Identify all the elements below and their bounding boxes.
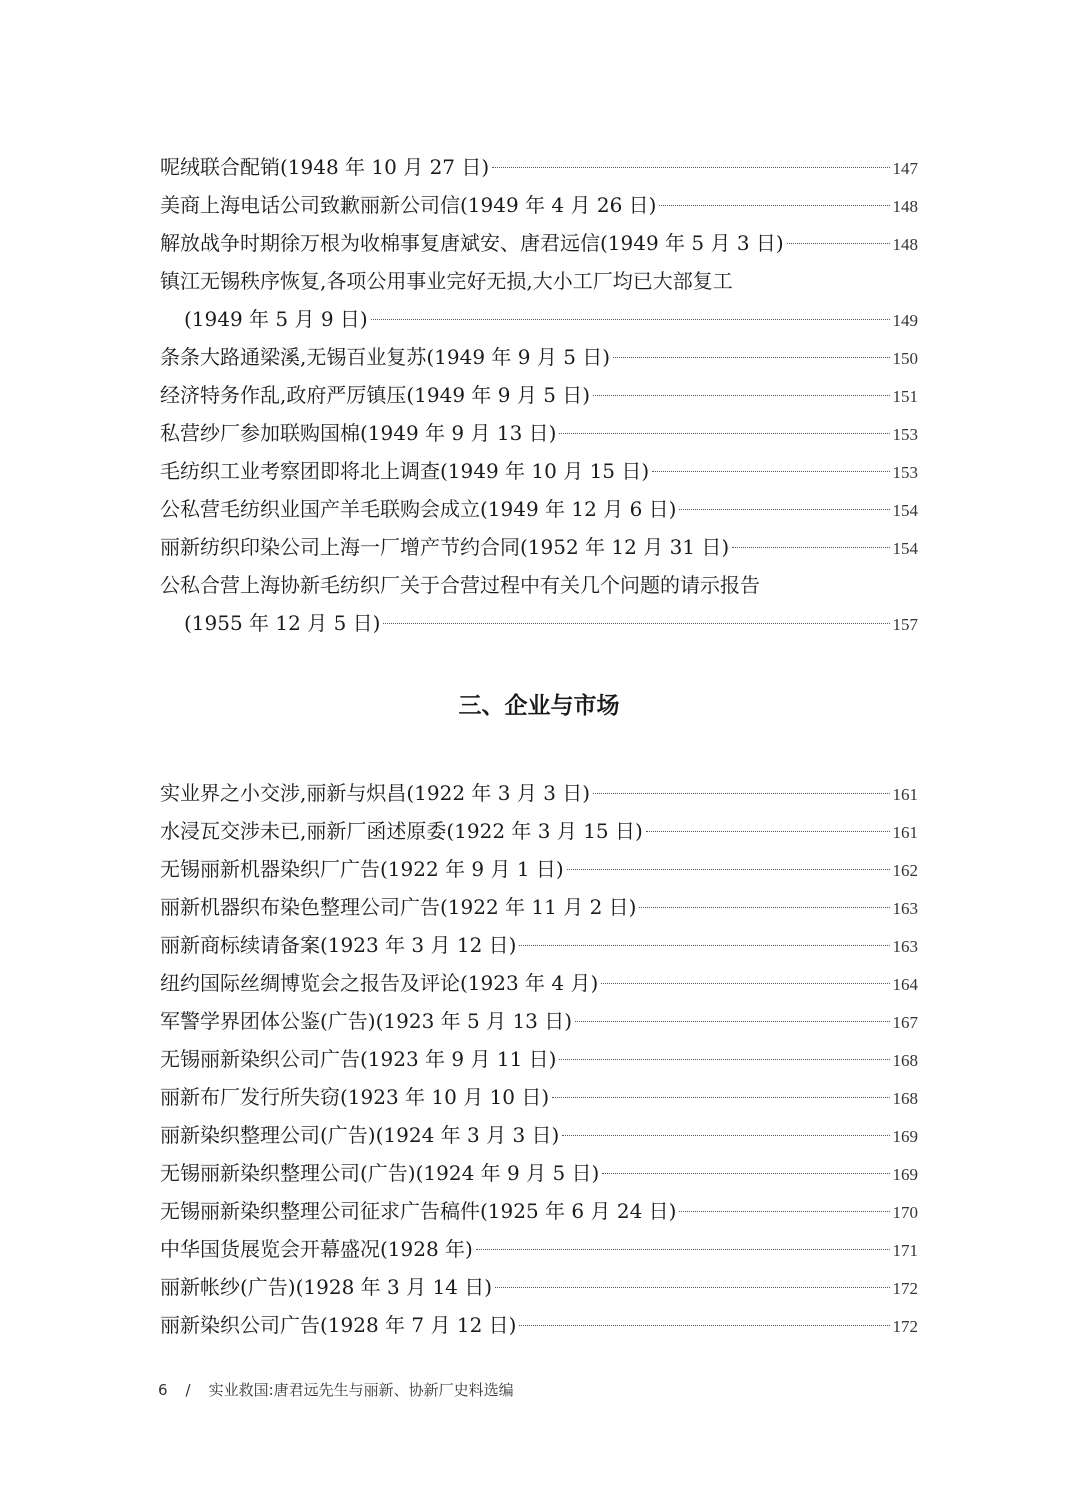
toc-entry-title: 军警学界团体公鉴(广告)(1923 年 5 月 13 日): [160, 1009, 573, 1033]
dot-leader: [593, 395, 889, 396]
toc-entry-title: 公私营毛纺织业国产羊毛联购会成立(1949 年 12 月 6 日): [160, 497, 677, 521]
toc-entry[interactable]: [160, 452, 918, 490]
toc-page-number: 171: [892, 1241, 918, 1260]
dot-leader: [593, 793, 889, 794]
dot-leader: [552, 1097, 889, 1098]
toc-entry-title: 丽新纺织印染公司上海一厂增产节约合同(1952 年 12 月 31 日): [160, 535, 730, 559]
toc-entry[interactable]: [160, 1116, 918, 1154]
dot-leader: [495, 1287, 889, 1288]
toc-entry-title: 实业界之小交涉,丽新与炽昌(1922 年 3 月 3 日): [160, 781, 591, 805]
toc-entry[interactable]: [160, 1306, 918, 1344]
toc-entry-title: 美商上海电话公司致歉丽新公司信(1949 年 4 月 26 日): [160, 193, 657, 217]
dot-leader: [732, 547, 889, 548]
toc-group-1: [160, 148, 918, 642]
toc-page-number: 148: [892, 197, 918, 216]
toc-page-number: 161: [892, 785, 918, 804]
toc-entry[interactable]: [160, 812, 918, 850]
toc-entry[interactable]: [160, 376, 918, 414]
toc-page-number: 163: [892, 899, 918, 918]
toc-entry-title: 私营纱厂参加联购国棉(1949 年 9 月 13 日): [160, 421, 557, 445]
dot-leader: [371, 319, 890, 320]
toc-page-number: 157: [892, 615, 918, 634]
toc-entry[interactable]: [160, 186, 918, 224]
dot-leader: [567, 869, 890, 870]
toc-entry[interactable]: [160, 964, 918, 1002]
dot-leader: [519, 1325, 889, 1326]
toc-page-number: 172: [892, 1279, 918, 1298]
toc-entry[interactable]: [160, 414, 918, 452]
toc-page-number: 150: [892, 349, 918, 368]
toc-entry-title: 丽新布厂发行所失窃(1923 年 10 月 10 日): [160, 1085, 550, 1109]
toc-entry-title: 纽约国际丝绸博览会之报告及评论(1923 年 4 月): [160, 971, 599, 995]
toc-entry[interactable]: [160, 300, 918, 338]
dot-leader: [679, 509, 889, 510]
toc-page-number: 151: [892, 387, 918, 406]
toc-entry[interactable]: [160, 1268, 918, 1306]
toc-entry[interactable]: [160, 888, 918, 926]
dot-leader: [519, 945, 889, 946]
toc-entry-title: 毛纺织工业考察团即将北上调查(1949 年 10 月 15 日): [160, 459, 650, 483]
section-title: 三、企业与市场: [458, 693, 620, 719]
toc-entry-title: 丽新商标续请备案(1923 年 3 月 12 日): [160, 933, 517, 957]
toc-entry[interactable]: [160, 850, 918, 888]
toc-entry-title: 无锡丽新染织整理公司(广告)(1924 年 9 月 5 日): [160, 1161, 600, 1185]
dot-leader: [562, 1135, 889, 1136]
toc-entry-title: 无锡丽新机器染织厂广告(1922 年 9 月 1 日): [160, 857, 564, 881]
toc-page-number: 162: [892, 861, 918, 880]
dot-leader: [575, 1021, 889, 1022]
dot-leader: [787, 243, 890, 244]
toc-page-number: 170: [892, 1203, 918, 1222]
dot-leader: [659, 205, 889, 206]
toc-entry[interactable]: [160, 1230, 918, 1268]
toc-entry[interactable]: [160, 926, 918, 964]
toc-entry-date: (1955 年 12 月 5 日): [184, 611, 381, 635]
toc-page-number: 148: [892, 235, 918, 254]
toc-entry[interactable]: [160, 1002, 918, 1040]
toc-entry-title: 呢绒联合配销(1948 年 10 月 27 日): [160, 155, 490, 179]
toc-entry-first-line: [160, 262, 918, 300]
toc-entry-title: 解放战争时期徐万根为收棉事复唐斌安、唐君远信(1949 年 5 月 3 日): [160, 231, 784, 255]
toc-entry-title: 中华国货展览会开幕盛况(1928 年): [160, 1237, 473, 1261]
toc-entry-title: 丽新染织整理公司(广告)(1924 年 3 月 3 日): [160, 1123, 560, 1147]
toc-entry[interactable]: [160, 1078, 918, 1116]
toc-entry-title: 丽新染织公司广告(1928 年 7 月 12 日): [160, 1313, 517, 1337]
toc-page-number: 168: [892, 1051, 918, 1070]
toc-entry-title: 条条大路通梁溪,无锡百业复苏(1949 年 9 月 5 日): [160, 345, 611, 369]
toc-page-number: 153: [892, 463, 918, 482]
toc-page-number: 161: [892, 823, 918, 842]
toc-entry[interactable]: [160, 338, 918, 376]
toc-entry[interactable]: [160, 1154, 918, 1192]
toc-page-number: 163: [892, 937, 918, 956]
footer-page-number: 6: [158, 1381, 168, 1399]
toc-page-number: 167: [892, 1013, 918, 1032]
toc-page-number: 168: [892, 1089, 918, 1108]
footer-book-title: 实业救国:唐君远先生与丽新、协新厂史料选编: [208, 1381, 514, 1399]
toc-entry[interactable]: [160, 774, 918, 812]
footer-separator: /: [185, 1381, 191, 1399]
toc-entry-title: 水浸瓦交涉未已,丽新厂函述原委(1922 年 3 月 15 日): [160, 819, 643, 843]
toc-page-number: 149: [892, 311, 918, 330]
toc-entry-title: 经济特务作乱,政府严厉镇压(1949 年 9 月 5 日): [160, 383, 591, 407]
toc-entry-title: 镇江无锡秩序恢复,各项公用事业完好无损,大小工厂均已大部复工: [160, 269, 733, 293]
dot-leader: [613, 357, 889, 358]
toc-entry-title: 公私合营上海协新毛纺织厂关于合营过程中有关几个问题的请示报告: [160, 573, 760, 597]
toc-entry-title: 丽新机器织布染色整理公司广告(1922 年 11 月 2 日): [160, 895, 637, 919]
dot-leader: [652, 471, 889, 472]
toc-entry[interactable]: [160, 1192, 918, 1230]
toc-entry-date: (1949 年 5 月 9 日): [184, 307, 368, 331]
dot-leader: [639, 907, 889, 908]
toc-entry-title: 无锡丽新染织公司广告(1923 年 9 月 11 日): [160, 1047, 557, 1071]
toc-page-number: 169: [892, 1165, 918, 1184]
toc-entry-first-line: [160, 566, 918, 604]
toc-page-number: 154: [892, 539, 918, 558]
dot-leader: [679, 1211, 889, 1212]
toc-entry[interactable]: [160, 490, 918, 528]
dot-leader: [602, 1173, 889, 1174]
toc-page-number: 154: [892, 501, 918, 520]
dot-leader: [476, 1249, 890, 1250]
toc-entry[interactable]: [160, 1040, 918, 1078]
toc-entry[interactable]: [160, 604, 918, 642]
dot-leader: [559, 433, 889, 434]
toc-entry-title: 丽新帐纱(广告)(1928 年 3 月 14 日): [160, 1275, 493, 1299]
dot-leader: [492, 167, 889, 168]
toc-entry[interactable]: [160, 528, 918, 566]
page-footer: [158, 1379, 514, 1400]
toc-page-number: 169: [892, 1127, 918, 1146]
toc-entry[interactable]: [160, 148, 918, 186]
toc-page-number: 147: [892, 159, 918, 178]
toc-entry[interactable]: [160, 224, 918, 262]
toc-group-2: [160, 774, 918, 1344]
toc-page-number: 164: [892, 975, 918, 994]
toc-entry-title: 无锡丽新染织整理公司征求广告稿件(1925 年 6 月 24 日): [160, 1199, 677, 1223]
toc-page-number: 172: [892, 1317, 918, 1336]
toc-page: [160, 148, 918, 1344]
dot-leader: [646, 831, 890, 832]
toc-page-number: 153: [892, 425, 918, 444]
dot-leader: [559, 1059, 889, 1060]
dot-leader: [601, 983, 889, 984]
dot-leader: [383, 623, 889, 624]
